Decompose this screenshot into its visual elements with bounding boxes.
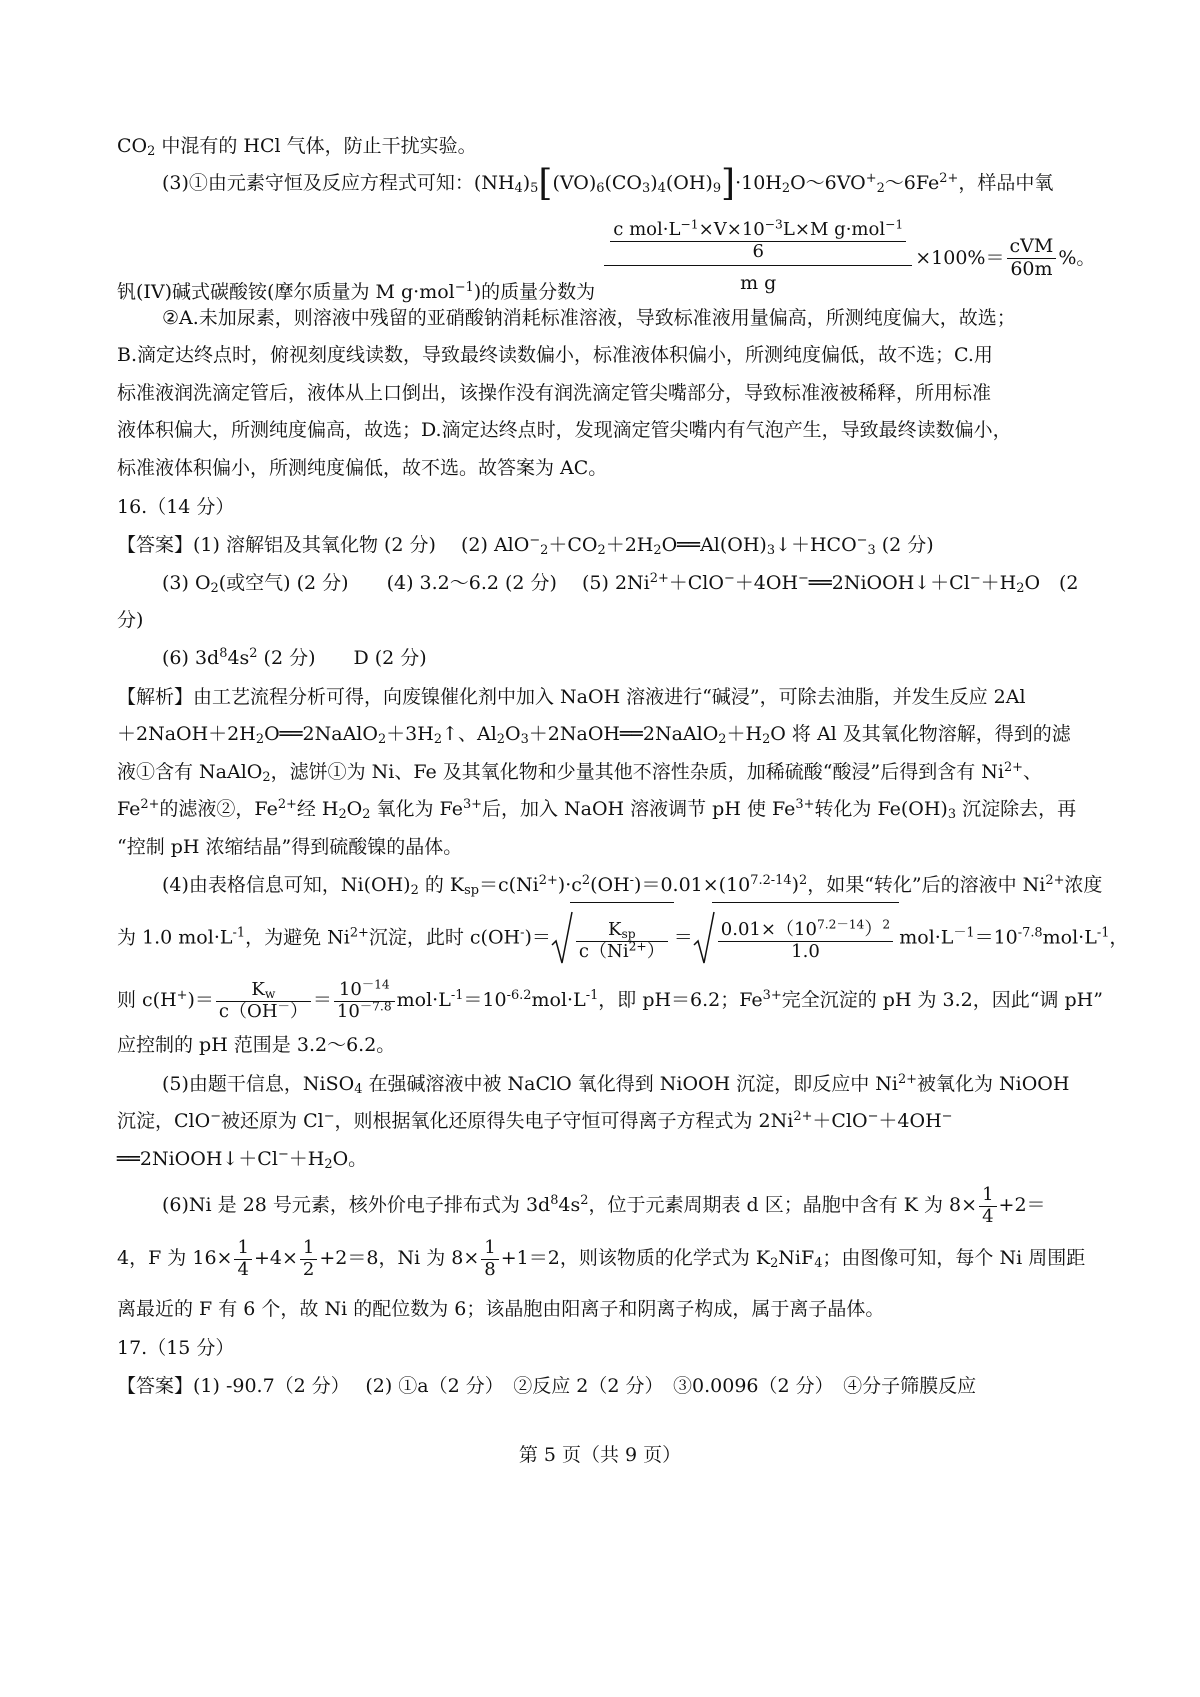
analysis-line: $+2NaOH+2H_2O══2NaAlO_2+3H_2↑$、$Al_2O_3+2NaOH══2NaAlO_2+H_2O$ 将 Al 及其氧化物溶解，得到的滤 bbox=[117, 723, 1071, 748]
formula-line: 钒(IV)碱式碳酸铵(摩尔质量为 M g·mol$_{-1}$)的质量分数为 $\frac{c mol\cdot L^{-1}\times V\times 10^{-3}L\times M g\cdot mol^{-1}}{6}$ m g ×100%＝ $\frac{\text{cVM}}{60m}$ %。 bbox=[117, 217, 1096, 303]
text-line: $CO_2$ 中混有的 HCl 气体，防止干扰实验。 bbox=[117, 135, 477, 160]
analysis-line: 应控制的 pH 范围是 3.2～6.2。 bbox=[117, 1034, 396, 1056]
analysis-line: 【解析】由工艺流程分析可得，向废镍催化剂中加入 NaOH 溶液进行“碱浸”，可除去油脂，并发生反应 2Al bbox=[117, 686, 1026, 708]
text-line: 标准液润洗滴定管后，液体从上口倒出，该操作没有润洗滴定管尖嘴部分，导致标准液被稀释，所用标准 bbox=[117, 382, 992, 404]
text-line: ②A.未加尿素，则溶液中残留的亚硝酸钠消耗标准溶液，导致标准液用量偏高，所测纯度偏大，故选； bbox=[162, 307, 1016, 329]
answer-line: 【答案】(1) -90.7（2 分） (2) ①a（2 分） ②反应 2（2 分） ③0.0096（2 分） ④分子筛膜反应 bbox=[117, 1375, 977, 1397]
question-heading: 17.（15 分） bbox=[117, 1337, 235, 1359]
analysis-line: 离最近的 F 有 6 个，故 Ni 的配位数为 6；该晶胞由阳离子和阴离子构成，属于离子晶体。 bbox=[117, 1298, 885, 1320]
page-footer: 第 5 页（共 9 页） bbox=[518, 1444, 682, 1466]
square-root: $\frac{K_{sp}}{c(Ni^{2+})}$ bbox=[551, 902, 674, 975]
text-line: B.滴定达终点时，俯视刻度线读数，导致最终读数偏小，标准液体积偏小，所测纯度偏低，故不选；C.用 bbox=[117, 344, 993, 366]
analysis-line: (6)Ni 是 28 号元素，核外价电子排布式为 $3d^84s^2$，位于元素周期表 d 区；晶胞中含有 K 为 8× $\frac{1}{4}$ +2＝ bbox=[162, 1183, 1046, 1227]
analysis-line: (5)由题干信息，NiSO$_4$ 在强碱溶液中被 NaClO 氧化得到 NiOOH 沉淀，即反应中 $Ni^{2+}$被氧化为 NiOOH bbox=[162, 1071, 1070, 1098]
analysis-line: “控制 pH 浓缩结晶”得到硫酸镍的晶体。 bbox=[117, 836, 463, 858]
text-line: 液体积偏大，所测纯度偏高，故选；D.滴定达终点时，发现滴定管尖嘴内有气泡产生，导致最终读数偏小， bbox=[117, 419, 1012, 441]
analysis-line: $══2NiOOH↓+Cl^-+H_2O$。 bbox=[117, 1146, 368, 1173]
analysis-line: 4，F 为 16× $\frac{1}{4}$ +4× $\frac{1}{2}$ +2＝8，Ni 为 8× $\frac{1}{8}$ +1＝2，则该物质的化学式为 $K_2NiF_4$；由图像可知，每个 Ni 周围距 bbox=[117, 1236, 1086, 1280]
analysis-line: $Fe^{2+}$的滤液②，$Fe^{2+}$经 $H_2O_2$ 氧化为 $Fe^{3+}$后，加入 NaOH 溶液调节 pH 使 $Fe^{3+}$转化为 $Fe(OH)_3$ 沉淀除去，再 bbox=[117, 796, 1077, 823]
square-root: $\frac{0.01\times(10^{7.2-14})^2}{1.0}$ bbox=[693, 902, 899, 975]
text-line: 标准液体积偏小，所测纯度偏低，故不选。故答案为 AC。 bbox=[117, 457, 608, 479]
answer-line: (3) $O_2$(或空气) (2 分) (4) 3.2～6.2 (2 分) (5) $2Ni^{2+}+ClO^-+4OH^-══2NiOOH↓+Cl^-+H_2O$ (2 bbox=[162, 570, 1079, 597]
text-line: (3)①由元素守恒及反应方程式可知：$(NH_4)_5[(VO)_6(CO_3)_4(OH)_9]\cdot 10H_2O\sim 6VO^+_2\sim 6Fe^{2+}$，样品中氧 bbox=[162, 163, 1054, 204]
question-heading: 16.（14 分） bbox=[117, 496, 235, 518]
analysis-line: 液①含有 NaAlO$_2$，滤饼①为 Ni、Fe 及其氧化物和少量其他不溶性杂质，加稀硫酸“酸浸”后得到含有 $Ni^{2+}$、 bbox=[117, 759, 1042, 786]
formula-line: 则 c(H+)＝ $\frac{K_w}{c(OH^-)}$ ＝ $\frac{10^{-14}}{10^{-7.8}}$ $mol\cdot L^{-1}=10^{-6.2}mol\cdot L^{-1}$，即 pH＝6.2；$Fe^{3+}$完全沉淀的 pH 为 3.2，因此“调 pH” bbox=[117, 977, 1103, 1022]
answer-line: (6) $3d^84s^2$ (2 分) D (2 分) bbox=[162, 645, 427, 669]
answer-line: 【答案】(1) 溶解铝及其氧化物 (2 分) (2) $AlO^-_2+CO_2+2H_2O══Al(OH)_3↓+HCO^-_3$ (2 分) bbox=[117, 532, 934, 559]
mass-fraction: $\frac{c mol\cdot L^{-1}\times V\times 10^{-3}L\times M g\cdot mol^{-1}}{6}$ m g bbox=[604, 220, 912, 298]
answer-line: 分) bbox=[117, 609, 144, 631]
formula-line: 为 1.0 $mol\cdot L^{-1}$，为避免 $Ni^{2+}$沉淀，此时 c(OH-)＝ $\frac{K_{sp}}{c(Ni^{2+})}$ ＝ $\frac{0.01\times(10^{7.2-14})^2}{1.0}$ $mol\cdot L^{-1}=10^{-7.8}mol\cdot L^{-1}$， bbox=[117, 902, 1120, 975]
analysis-line: (4)由表格信息可知，$Ni(OH)_2$ 的 $K_{sp}=c(Ni^{2+})\cdot c^2(OH^-)=0.01\times(10^{7.2-14})^2$，如果“转化”后的溶液中 $Ni^{2+}$浓度 bbox=[162, 872, 1103, 899]
analysis-line: 沉淀，ClO−被还原为 Cl−，则根据氧化还原得失电子守恒可得离子方程式为 $2Ni^{2+}+ClO^-+4OH^-$ bbox=[117, 1108, 953, 1132]
